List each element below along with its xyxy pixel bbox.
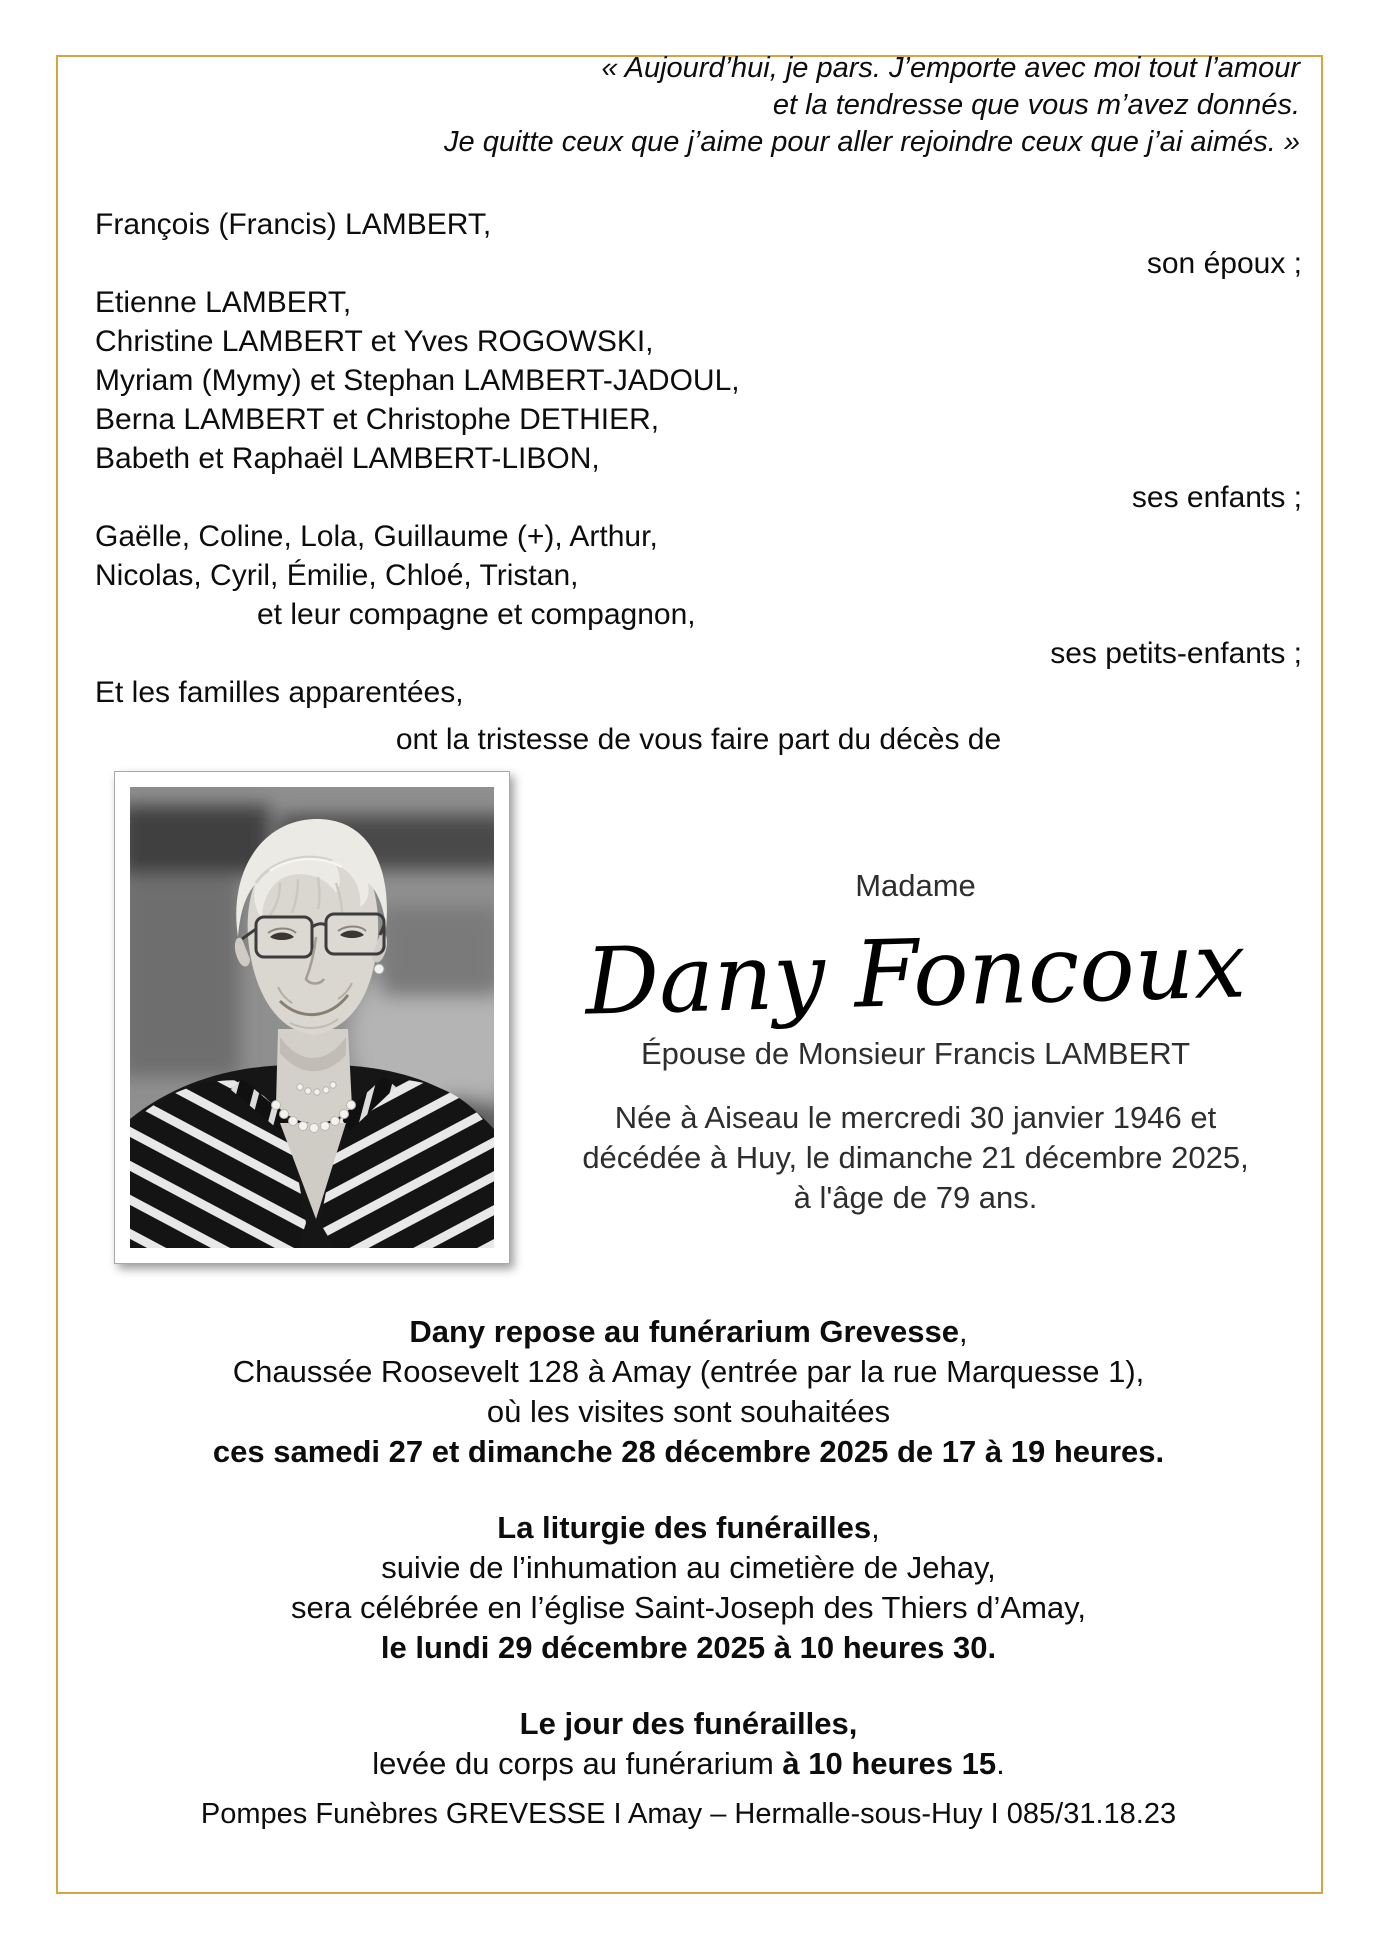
liturgy-title: La liturgie des funérailles xyxy=(497,1510,872,1545)
children-role-line: ses enfants ; xyxy=(1131,481,1302,514)
funeral-notices xyxy=(58,1312,1319,1784)
birth-death-line: à l'âge de 79 ans. xyxy=(793,1180,1038,1215)
deceased-spouse-of: Épouse de Monsieur Francis LAMBERT xyxy=(640,1036,1191,1071)
liturgy-church: sera célébrée en l’église Saint-Joseph des Thiers d’Amay, xyxy=(291,1590,1086,1625)
spacer xyxy=(58,1668,1319,1704)
child-line: Christine LAMBERT et Yves ROGOWSKI, xyxy=(95,325,654,358)
visitation-wish: où les visites sont souhaitées xyxy=(486,1394,891,1429)
birth-death-line: Née à Aiseau le mercredi 30 janvier 1946 et xyxy=(614,1100,1217,1135)
liturgy-line xyxy=(58,1508,1319,1548)
visitation-line xyxy=(58,1312,1319,1352)
quote-line: et la tendresse que vous m’avez donnés. xyxy=(772,89,1300,121)
funeral-home-footer: Pompes Funèbres GREVESSE I Amay – Hermalle-sous-Huy I 085/31.18.23 xyxy=(200,1798,1177,1830)
child-line: Myriam (Mymy) et Stephan LAMBERT-JADOUL, xyxy=(95,364,740,397)
portrait-illustration xyxy=(130,787,494,1248)
grandchild-line: Nicolas, Cyril, Émilie, Chloé, Tristan, xyxy=(95,559,579,592)
quote-line: « Aujourd’hui, je pars. J’emporte avec moi tout l’amour xyxy=(601,52,1300,84)
deceased-name: Dany Foncoux xyxy=(583,911,1248,1036)
departure-text: levée du corps au funérarium xyxy=(372,1746,783,1781)
departure-time: à 10 heures 15 xyxy=(782,1746,997,1781)
grandchildren-extra-line: et leur compagne et compagnon, xyxy=(257,598,696,631)
visitation-place: Dany repose au funérarium Grevesse xyxy=(409,1314,959,1349)
related-families-line: Et les familles apparentées, xyxy=(95,676,464,709)
deceased-portrait-photo xyxy=(114,771,510,1264)
child-line: Berna LAMBERT et Christophe DETHIER, xyxy=(95,403,660,436)
memorial-quote xyxy=(95,50,1300,161)
deceased-title: Madame xyxy=(855,868,976,903)
liturgy-date: le lundi 29 décembre 2025 à 10 heures 30. xyxy=(380,1630,997,1665)
birth-death-line: décédée à Huy, le dimanche 21 décembre 2025, xyxy=(582,1140,1249,1175)
spouse-role-line: son époux ; xyxy=(1146,247,1302,280)
departure-line xyxy=(58,1744,1319,1784)
quote-line: Je quitte ceux que j’aime pour aller rejoindre ceux que j’ai aimés. » xyxy=(444,126,1300,158)
birth-death-details xyxy=(512,1098,1319,1218)
visitation-address: Chaussée Roosevelt 128 à Amay (entrée par la rue Marquesse 1), xyxy=(232,1354,1145,1389)
spouse-name-line: François (Francis) LAMBERT, xyxy=(95,208,492,241)
child-line: Etienne LAMBERT, xyxy=(95,286,352,319)
liturgy-punct: , xyxy=(871,1510,880,1545)
visitation-dates: ces samedi 27 et dimanche 28 décembre 2025 de 17 à 19 heures. xyxy=(212,1434,1165,1469)
child-line: Babeth et Raphaël LAMBERT-LIBON, xyxy=(95,442,600,475)
spacer xyxy=(58,1472,1319,1508)
departure-punct: . xyxy=(996,1746,1005,1781)
deceased-identity-block xyxy=(512,868,1319,1218)
visitation-punct: , xyxy=(959,1314,968,1349)
grandchildren-role-line: ses petits-enfants ; xyxy=(1050,637,1302,670)
announcement-line: ont la tristesse de vous faire part du décès de xyxy=(395,723,1002,756)
family-list xyxy=(95,205,1302,759)
grandchild-line: Gaëlle, Coline, Lola, Guillaume (+), Arthur, xyxy=(95,520,658,553)
departure-title: Le jour des funérailles, xyxy=(519,1706,858,1741)
liturgy-burial: suivie de l’inhumation au cimetière de Jehay, xyxy=(381,1550,996,1585)
